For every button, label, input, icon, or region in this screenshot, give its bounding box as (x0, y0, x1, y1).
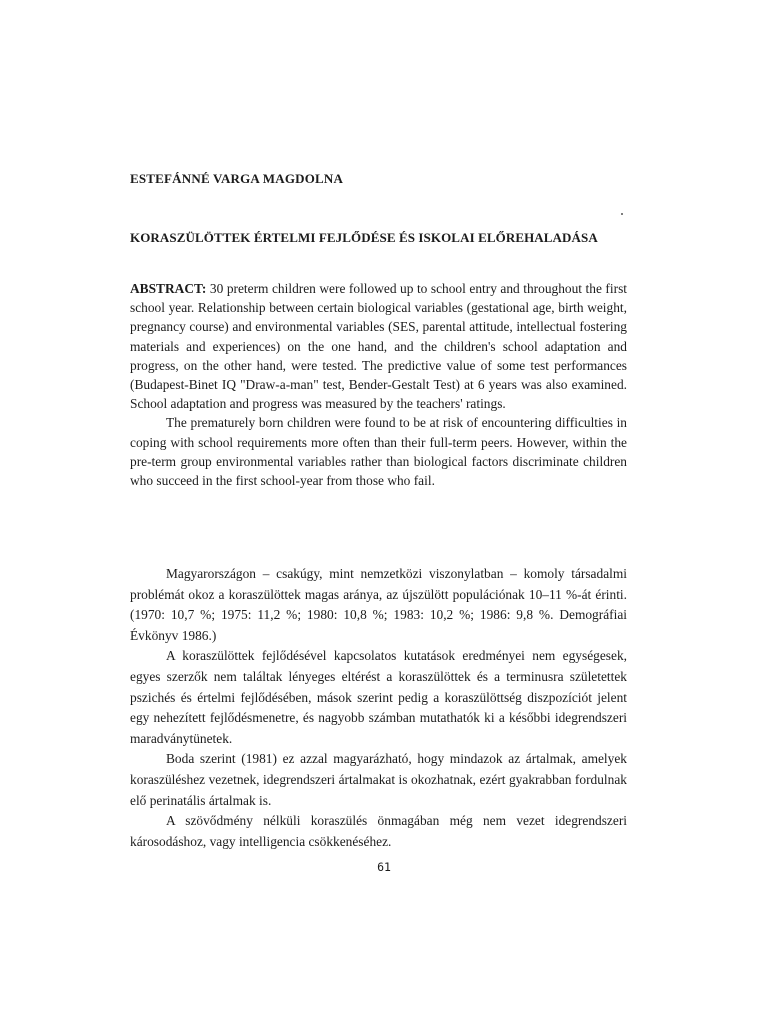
abstract-text-1: 30 preterm children were followed up to school entry and throughout the first school year. Relationship between certain biological variables (gestational age, birth weight, pregnancy course) and environmental variables (SES, parental attitude, intellectual fostering materials and experiences) on the one hand, and the children's school adaptation and progress, on the other hand, were tested. The predictive value of some test performances (Budapest-Binet IQ "Draw-a-man" test, Bender-Gestalt Test) at 6 years was also examined. School adaptation and progress was measured by the teachers' ratings. (130, 281, 627, 412)
scan-speck (621, 213, 623, 215)
abstract (130, 279, 627, 490)
abstract-label: ABSTRACT: (130, 281, 207, 296)
body-paragraph-4: A szövődmény nélküli koraszülés önmagában még nem vezet idegrendszeri károsodáshoz, vagy intelligencia csökkenéséhez. (130, 813, 627, 849)
abstract-paragraph-2: The prematurely born children were found to be at risk of encountering difficulties in coping with school requirements more often than their full-term peers. However, within the pre-term group environmental variables rather than biological factors discriminate children who succeed in the first school-year from those who fail. (130, 415, 627, 489)
body-paragraph-3: Boda szerint (1981) ez azzal magyarázható, hogy mindazok az ártalmak, amelyek koraszüléshez vezetnek, idegrendszeri ártalmakat is okozhatnak, ezért gyakrabban fordulnak elő perinatális ártalmak is. (130, 751, 627, 808)
body-paragraph-1: Magyarországon – csakúgy, mint nemzetközi viszonylatban – komoly társadalmi problémát okoz a koraszülöttek magas aránya, az újszülött populációnak 10–11 %-át érinti. (1970: 10,7 %; 1975: 11,2 %; 1980: 10,8 %; 1983: 10,2 %; 1986: 9,8 %. Demográfiai Évkönyv 1986.) (130, 566, 627, 643)
body-paragraph-2: A koraszülöttek fejlődésével kapcsolatos kutatások eredményei nem egységesek, egyes szerzők nem találtak lényeges eltérést a koraszülöttek és a terminusra születettek pszichés és értelmi fejlődésében, mások szerint pedig a koraszülöttség diszpozíciót jelent egy nehezített fejlődésmenetre, és nagyobb számban mutathatók ki a későbbi idegrendszeri maradványtünetek. (130, 648, 627, 746)
author-name: ESTEFÁNNÉ VARGA MAGDOLNA (130, 171, 344, 186)
paper-title: KORASZÜLÖTTEK ÉRTELMI FEJLŐDÉSE ÉS ISKOLAI ELŐREHALADÁSA (130, 230, 598, 245)
body-text (130, 564, 627, 852)
page-number: 61 (377, 860, 391, 874)
abstract-paragraph-1 (130, 279, 627, 413)
